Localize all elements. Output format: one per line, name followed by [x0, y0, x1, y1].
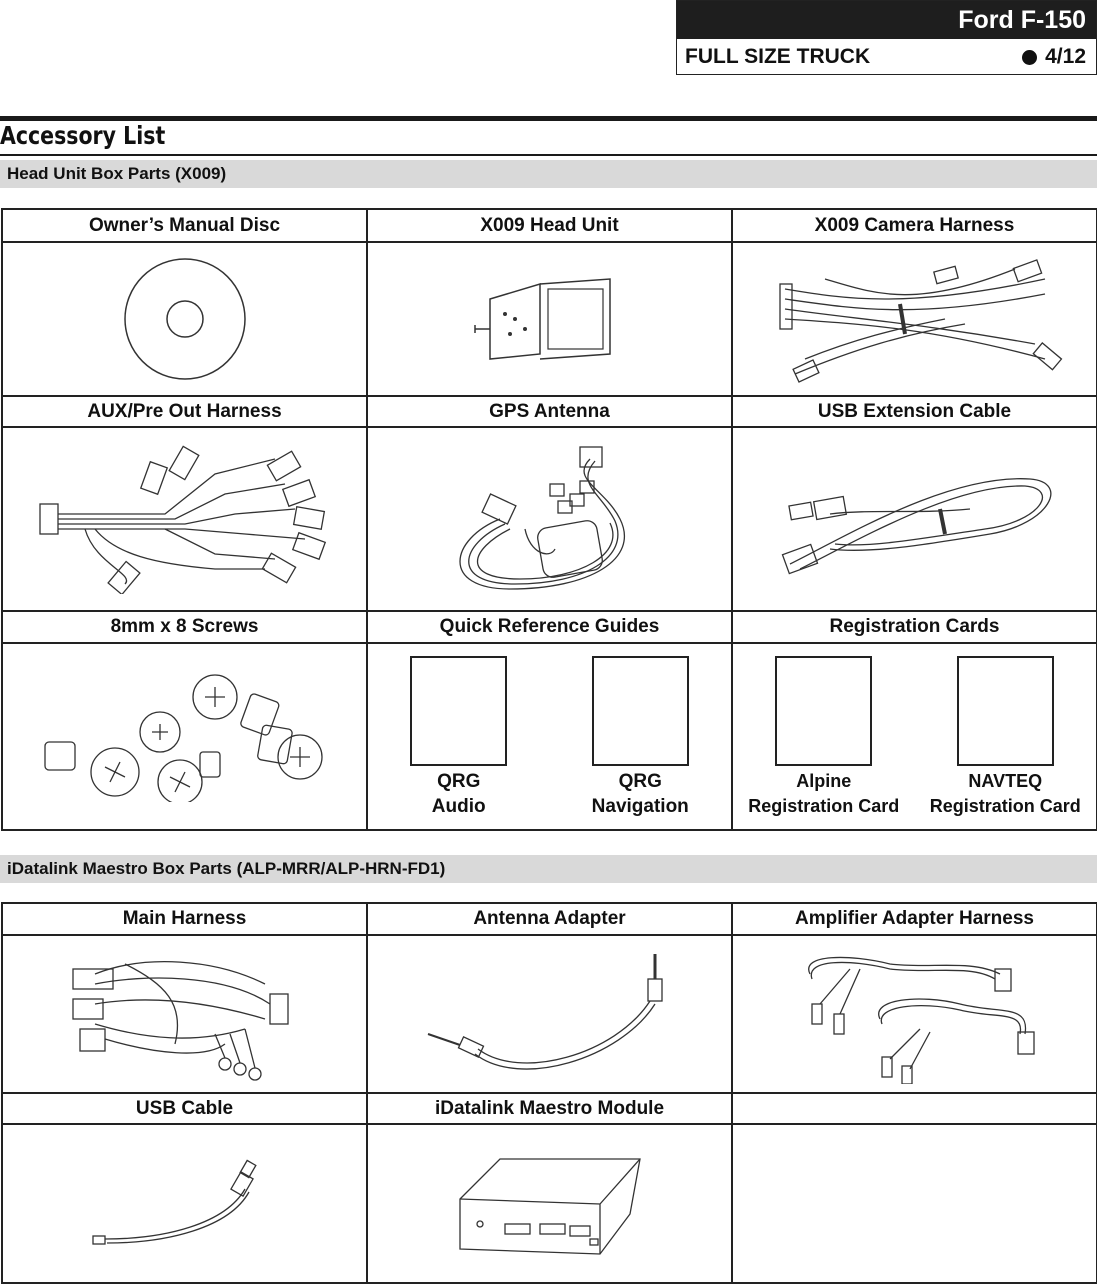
card-title: QRG	[437, 771, 481, 792]
card-title: Alpine	[796, 771, 852, 791]
card-subtitle: Audio	[431, 796, 486, 817]
guide-card-icon	[592, 656, 689, 766]
part-label: Main Harness	[2, 903, 367, 935]
head-unit-parts-table	[1, 208, 1097, 831]
part-label: Owner’s Manual Disc	[2, 209, 367, 242]
quick-reference-cell	[367, 643, 732, 830]
page-title: Accessory List	[0, 121, 166, 150]
page-number: 4/12	[1045, 45, 1086, 68]
gps-antenna-image-cell	[367, 427, 732, 611]
alpine-registration-card	[748, 644, 899, 819]
antenna-adapter-icon	[420, 949, 680, 1079]
part-label: Antenna Adapter	[367, 903, 732, 935]
head-unit-image-cell	[367, 242, 732, 396]
registration-card-icon	[775, 656, 872, 766]
antenna-adapter-image-cell	[367, 935, 732, 1093]
part-label	[732, 1093, 1097, 1124]
amplifier-harness-image-cell	[732, 935, 1097, 1093]
disc-icon	[120, 254, 250, 384]
empty-cell	[732, 1124, 1097, 1283]
vehicle-category: FULL SIZE TRUCK	[685, 45, 871, 68]
navteq-registration-card	[930, 644, 1081, 819]
model-subheader	[677, 39, 1096, 75]
screws-image-cell	[2, 643, 367, 830]
maestro-parts-table	[1, 902, 1097, 1284]
maestro-module-image-cell	[367, 1124, 732, 1283]
part-label: Quick Reference Guides	[367, 611, 732, 643]
usb-cable-image-cell	[2, 1124, 367, 1283]
guide-card-icon	[410, 656, 507, 766]
screws-icon	[40, 672, 330, 802]
usb-cable-icon	[85, 1144, 285, 1264]
maestro-module-icon	[450, 1144, 650, 1264]
amplifier-harness-icon	[790, 944, 1040, 1084]
registration-card-icon	[957, 656, 1054, 766]
main-harness-image-cell	[2, 935, 367, 1093]
usb-extension-icon	[770, 454, 1060, 584]
bullet-icon	[1022, 50, 1037, 65]
part-label: Amplifier Adapter Harness	[732, 903, 1097, 935]
card-subtitle: Registration Card	[929, 796, 1081, 816]
part-label: iDatalink Maestro Module	[367, 1093, 732, 1124]
part-label: X009 Head Unit	[367, 209, 732, 242]
usb-extension-image-cell	[732, 427, 1097, 611]
part-label: X009 Camera Harness	[732, 209, 1097, 242]
card-title: NAVTEQ	[968, 771, 1043, 791]
part-label: GPS Antenna	[367, 396, 732, 427]
model-header-box	[676, 0, 1097, 75]
page-indicator	[1022, 45, 1086, 69]
head-unit-icon	[470, 259, 630, 379]
card-subtitle: Registration Card	[748, 796, 900, 816]
part-label: 8mm x 8 Screws	[2, 611, 367, 643]
camera-harness-image-cell	[732, 242, 1097, 396]
camera-harness-icon	[765, 249, 1065, 389]
section-heading-maestro: iDatalink Maestro Box Parts (ALP-MRR/ALP-HRN-FD1)	[0, 855, 1097, 883]
section-heading-head-unit: Head Unit Box Parts (X009)	[0, 160, 1097, 188]
card-title: QRG	[618, 771, 662, 792]
main-harness-icon	[65, 944, 305, 1084]
part-label: AUX/Pre Out Harness	[2, 396, 367, 427]
part-label: USB Cable	[2, 1093, 367, 1124]
qrg-navigation-card	[592, 644, 689, 819]
part-label: Registration Cards	[732, 611, 1097, 643]
qrg-audio-card	[410, 644, 507, 819]
part-label: USB Extension Cable	[732, 396, 1097, 427]
aux-harness-icon	[35, 444, 335, 594]
disc-image-cell	[2, 242, 367, 396]
aux-harness-image-cell	[2, 427, 367, 611]
title-rule-bottom	[0, 154, 1097, 156]
gps-antenna-icon	[430, 439, 670, 599]
model-name: Ford F-150	[677, 1, 1096, 39]
registration-cards-cell	[732, 643, 1097, 830]
card-subtitle: Navigation	[591, 796, 689, 817]
